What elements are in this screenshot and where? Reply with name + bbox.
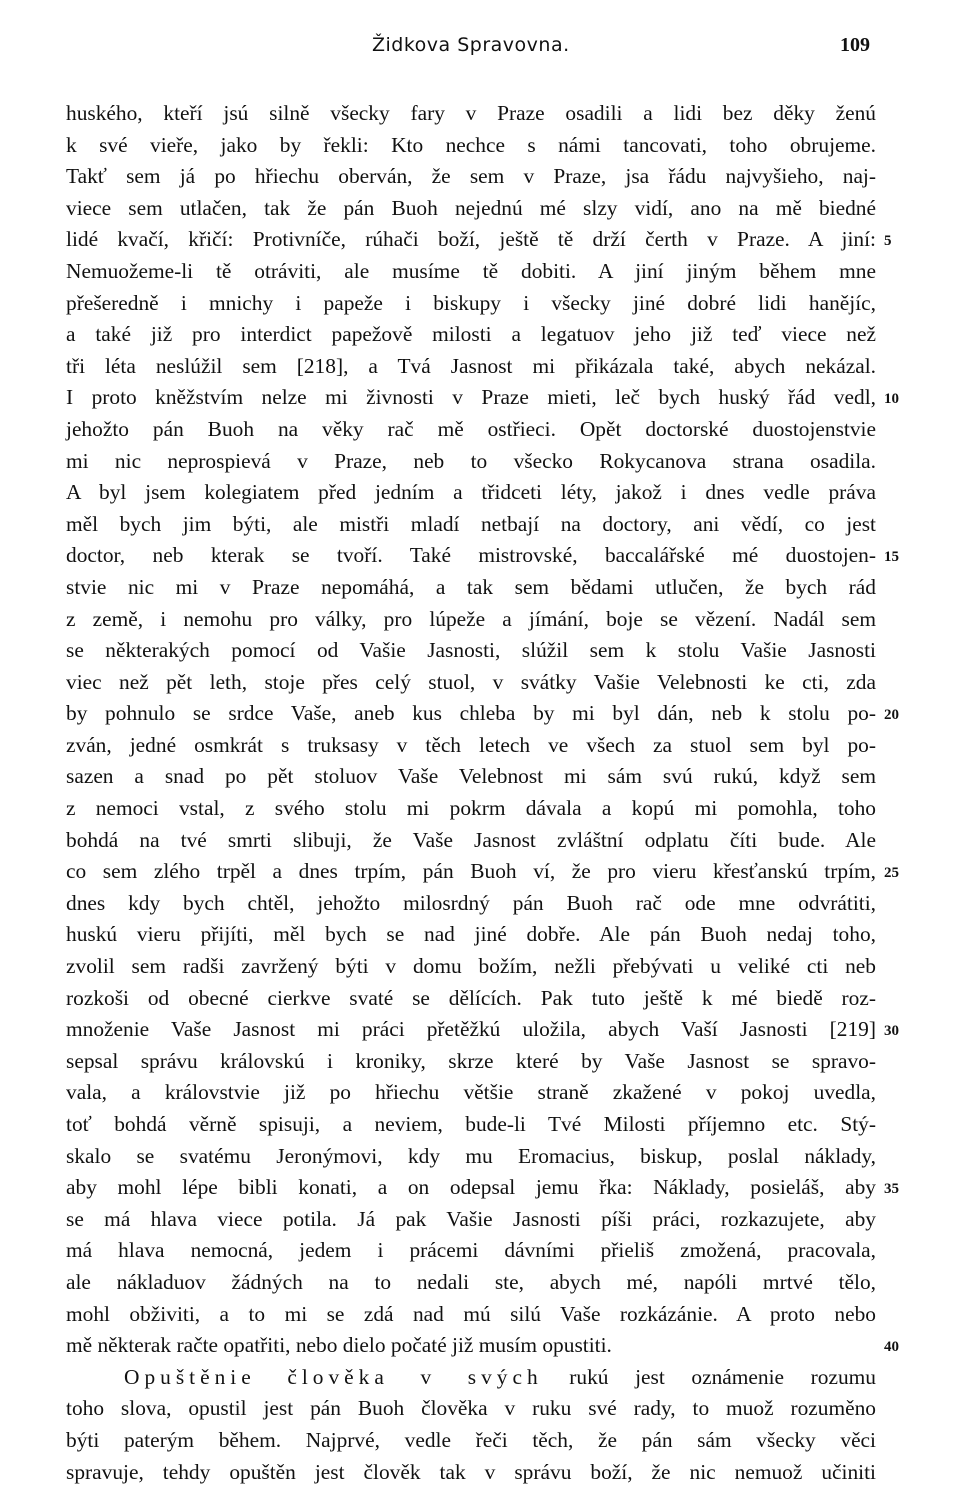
text-line: viece sem utlačen, tak že pán Buoh nejednú mé slzy vidí, ano na mě biedné — [66, 195, 876, 220]
text-line: ale nákladuov žádných na to nedali ste, abych mé, napóli mrtvé tělo, — [66, 1269, 876, 1294]
line-number: 15 — [884, 549, 899, 566]
text-line: stvie nic mi v Praze nepomáhá, a tak sem bědami utlučen, že bych rád — [66, 574, 876, 599]
body-text — [66, 98, 876, 1488]
text-line: k své vieře, jako by řekli: Kto nechce s námi tancovati, toho obrujeme. — [66, 132, 876, 157]
text-line: zván, jedné osmkrát s truksasy v těch letech ve všech za stuol sem byl po- — [66, 732, 876, 757]
text-line: tři léta neslúžil sem [218], a Tvá Jasnost mi přikázala také, abych nekázal. — [66, 353, 876, 378]
text-line: mě některak račte opatřiti, nebo dielo počaté již musím opustiti. — [66, 1333, 612, 1358]
line-number: 30 — [884, 1023, 899, 1040]
line-number: 40 — [884, 1339, 899, 1356]
text-line: Takť sem já po hřiechu oberván, že sem v Praze, jsa řádu najvyšieho, naj- — [66, 164, 876, 189]
text-line: skalo se svatému Jeronýmovi, kdy mu Eromacius, biskup, poslal náklady, — [66, 1143, 876, 1168]
text-line: mi nic neprospievá v Praze, neb to všecko Rokycanova strana osadila. — [66, 448, 876, 473]
line-number: 20 — [884, 707, 899, 724]
running-title: Židkova Spravovna. — [372, 34, 570, 56]
text-line: I proto kněžstvím nelze mi živnosti v Praze mieti, leč bych huský řád vedl, — [66, 385, 876, 410]
line-number: 25 — [884, 865, 899, 882]
text-line — [66, 1362, 876, 1394]
line-number: 35 — [884, 1181, 899, 1198]
text-line: a také již pro interdict papežově milosti a legatuov jeho již teď viece než — [66, 322, 876, 347]
text-line: Nemuožeme-li tě otráviti, ale musíme tě dobiti. A jiní jiným během mne — [66, 258, 876, 283]
line-number: 5 — [884, 233, 892, 250]
text-line: z země, i nemohu pro války, pro lúpeže a jímání, boje se vězení. Nadál sem — [66, 606, 876, 631]
text-line: přešeredně i mnichy i papeže i biskupy i všecky jiné dobré lidi hanějíc, — [66, 290, 876, 315]
text-line: dnes kdy bych chtěl, jehožto milosrdný pán Buoh rač ode mne odvrátiti, — [66, 890, 876, 915]
page-number: 109 — [840, 34, 870, 56]
text-line: z nemoci vstal, z svého stolu mi pokrm dávala a kopú mi pomohla, toho — [66, 796, 876, 821]
text-line: toho slova, opustil jest pán Buoh člověka v ruku své rady, to muož rozuměno — [66, 1396, 876, 1421]
text-line: huského, kteří jsú silně všecky fary v Praze osadili a lidi bez děky ženú — [66, 101, 876, 125]
text-line: doctor, neb kterak se tvoří. Také mistrovské, baccalářské mé duostojen- — [66, 543, 876, 568]
text-line: spravuje, tehdy opuštěn jest člověk tak v správu boží, že nic nemuož učiniti — [66, 1459, 876, 1484]
text-line: zvolil sem radši zavržený býti v domu božím, nežli přebývati u veliké cti neb — [66, 954, 876, 979]
line-number: 10 — [884, 391, 899, 408]
text-line: viec než pět leth, stoje přes celý stuol, v svátky Vašie Velebnosti ke cti, zda — [66, 669, 876, 694]
text-line: aby mohl lépe bibli konati, a on odepsal jemu řka: Náklady, posieláš, aby — [66, 1175, 876, 1200]
text-line: lidé kvačí, křičí: Protivníče, rúhači boží, ještě tě drží čerth v Praze. A jiní: — [66, 227, 876, 252]
text-line: sazen a snad po pět stoluov Vaše Velebnost mi sám svú rukú, když sem — [66, 764, 876, 789]
text-line: měl bych jim býti, ale mistři mladí netbají na doctory, ani vědí, co jest — [66, 511, 876, 536]
text-line: sepsal správu královskú i kroniky, skrze které by Vaše Jasnost se spravo- — [66, 1048, 876, 1073]
text-line: co sem zlého trpěl a dnes trpím, pán Buoh ví, že pro vieru křesťanskú trpím, — [66, 859, 876, 884]
text-line: A byl jsem kolegiatem před jedním a třidceti léty, jakož i dnes vedle práva — [66, 480, 876, 505]
text-line-rest: rukú jest oznámenie rozumu — [542, 1364, 876, 1389]
text-line: se má hlava viece potila. Já pak Vašie Jasnosti píši práci, rozkazujete, aby — [66, 1206, 876, 1231]
text-line: má hlava nemocná, jedem i prácemi dávními přieliš zmožená, pracovala, — [66, 1238, 876, 1263]
text-line: vala, a královstvie již po hřiechu většie straně zkažené v pokoj uvedla, — [66, 1080, 876, 1105]
text-line: býti paterým během. Najprvé, vedle řeči těch, že pán sám všecky věci — [66, 1427, 876, 1452]
text-line: huskú vieru přijíti, měl bych se nad jiné dobře. Ale pán Buoh nedaj toho, — [66, 922, 876, 947]
text-line: bohdá na tvé smrti slibuji, že Vaše Jasnost zvláštní odplatu číti bude. Ale — [66, 827, 876, 852]
text-line: jehožto pán Buoh na věky rač mě ostřieci. Opět doctorské duostojenstvie — [66, 416, 876, 441]
text-line: by pohnulo se srdce Vaše, aneb kus chleba by mi byl dán, neb k stolu po- — [66, 701, 876, 726]
spaced-emphasis: Opuštěnie člověka v svých — [124, 1364, 543, 1389]
text-line: se některakých pomocí od Vašie Jasnosti, slúžil sem k stolu Vašie Jasnosti — [66, 638, 876, 663]
text-line: toť bohdá věrně spisuji, a neviem, bude-li Tvé Milosti příjemno etc. Stý- — [66, 1112, 876, 1136]
text-line: množenie Vaše Jasnost mi práci přetěžkú uložila, abych Vaší Jasnosti [219] — [66, 1017, 876, 1042]
text-line: rozkoši od obecné cierkve svaté se dělících. Pak tuto ještě k mé biedě roz- — [66, 985, 876, 1010]
text-line: mohl obživiti, a to mi se zdá nad mú silú Vaše rozkázánie. A proto nebo — [66, 1301, 876, 1326]
